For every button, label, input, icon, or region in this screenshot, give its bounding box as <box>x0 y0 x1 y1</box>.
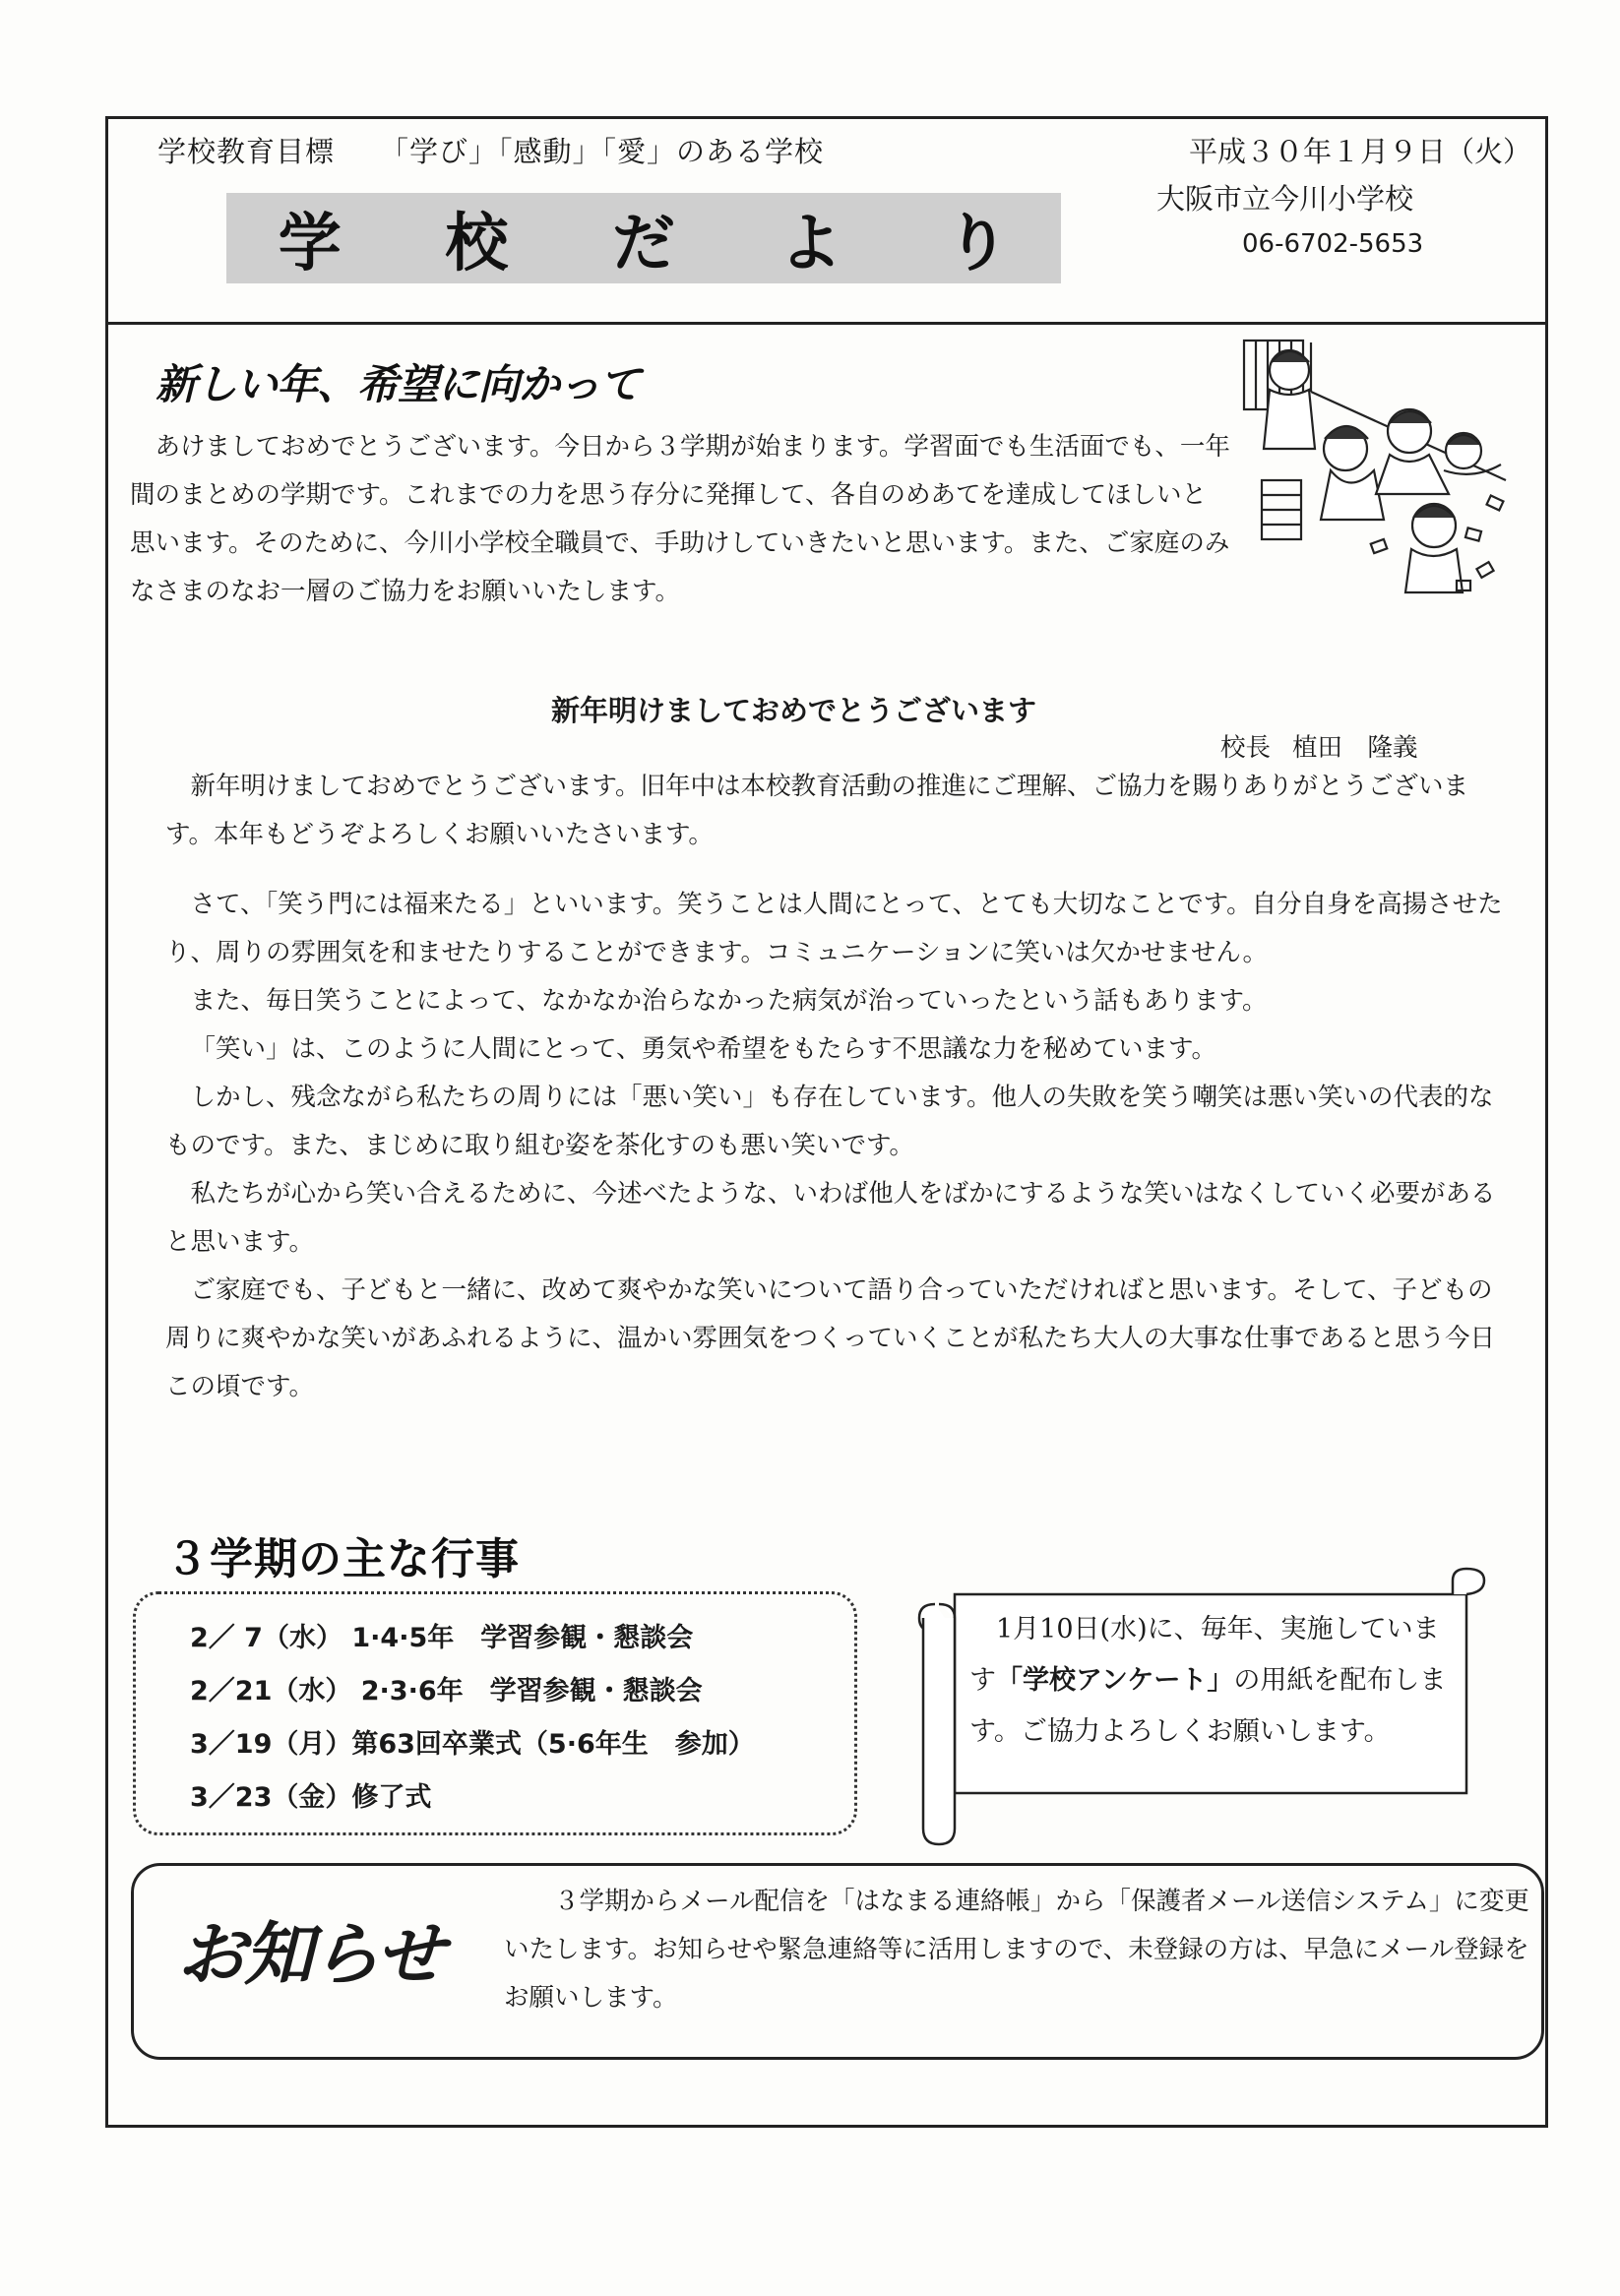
author-role: 校長 <box>1220 733 1272 763</box>
event-item: 2／21（水） 2·3·6年 学習参観・懇談会 <box>190 1676 703 1706</box>
message-paragraph: ご家庭でも、子どもと一緒に、改めて爽やかな笑いについて語り合っていただければと思います。そして、子どもの周りに爽やかな笑いがあふれるように、温かい雰囲気をつくっていくことが私たち大人の大事な仕事であると思う今日この頃です。 <box>165 1275 1495 1401</box>
notice-text: ３学期からメール配信を「はなまる連絡帳」から「保護者メール送信システム」に変更いたします。お知らせや緊急連絡等に活用しますので、未登録の方は、早急にメール登録をお願いします。 <box>504 1887 1529 2013</box>
masthead-char: 校 <box>445 208 509 280</box>
event-item: 3／23（金）修了式 <box>190 1782 432 1813</box>
intro-text: あけましておめでとうございます。今日から３学期が始まります。学習面でも生活面でも、一年間のまとめの学期です。これまでの力を思う存分に発揮して、各自のめあてを達成してほしいと思います。そのために、今川小学校全職員で、手助けしていきたいと思います。また、ご家庭のみなさまのなお一層のご協力をお願いいたします。 <box>130 432 1230 606</box>
school-phone: 06-6702-5653 <box>1242 229 1424 259</box>
masthead-title <box>226 193 1061 283</box>
survey-text-before: 1月10日(水)に、毎年、実施しています <box>969 1614 1440 1696</box>
school-name: 大阪市立今川小学校 <box>1156 182 1414 216</box>
message-paragraph: 「笑い」は、このように人間にとって、勇気や希望をもたらす不思議な力を秘めています。 <box>190 1034 1216 1064</box>
masthead-char: よ <box>779 208 842 280</box>
message-author <box>1220 728 1418 764</box>
goal-phrase: 「学び」「感動」「愛」のある学校 <box>380 135 825 168</box>
message-body <box>165 881 1511 1411</box>
header-divider <box>105 322 1548 325</box>
masthead-char: 学 <box>278 208 342 280</box>
masthead-char: だ <box>611 208 675 280</box>
school-goal <box>157 130 824 170</box>
author-name: 植田 隆義 <box>1292 733 1418 763</box>
children-playing-illustration <box>1242 333 1508 600</box>
event-item: 2／ 7（水） 1·4·5年 学習参観・懇談会 <box>190 1623 694 1653</box>
survey-text-after: の用紙を配布します。ご協力よろしくお願いします。 <box>969 1665 1447 1747</box>
survey-highlight: 「学校アンケート」 <box>996 1665 1234 1696</box>
event-item: 3／19（月）第63回卒業式（5·6年生 参加） <box>190 1729 755 1760</box>
survey-notice <box>969 1604 1452 1758</box>
message-paragraph: さて、「笑う門には福来たる」といいます。笑うことは人間にとって、とても大切なことです。自分自身を高揚させたり、周りの雰囲気を和ませたりすることができます。コミュニケーションに笑いは欠かせません。 <box>165 890 1503 967</box>
message-paragraph: しかし、残念ながら私たちの周りには「悪い笑い」も存在しています。他人の失敗を笑う嘲笑は悪い笑いの代表的なものです。また、まじめに取り組む姿を茶化すのも悪い笑いです。 <box>165 1083 1494 1160</box>
intro-heading: 新しい年、希望に向かって <box>156 360 641 408</box>
goal-label: 学校教育目標 <box>157 135 336 168</box>
message-paragraph: また、毎日笑うことによって、なかなか治らなかった病気が治っていったという話もあります。 <box>190 986 1268 1016</box>
notice-title: お知らせ <box>177 1914 443 1995</box>
message-greeting: 新年明けましておめでとうございます。旧年中は本校教育活動の推進にご理解、ご協力を賜りありがとうございます。本年もどうぞよろしくお願いいたさいます。 <box>165 772 1468 849</box>
message-title: 新年明けましておめでとうございます <box>551 694 1037 727</box>
masthead-char: り <box>946 208 1010 280</box>
message-paragraph: 私たちが心から笑い合えるために、今述べたような、いわば他人をばかにするような笑いはなくしていく必要があると思います。 <box>165 1179 1496 1257</box>
events-heading: ３学期の主な行事 <box>165 1534 520 1584</box>
issue-date: 平成３０年１月９日（火） <box>1189 135 1532 168</box>
